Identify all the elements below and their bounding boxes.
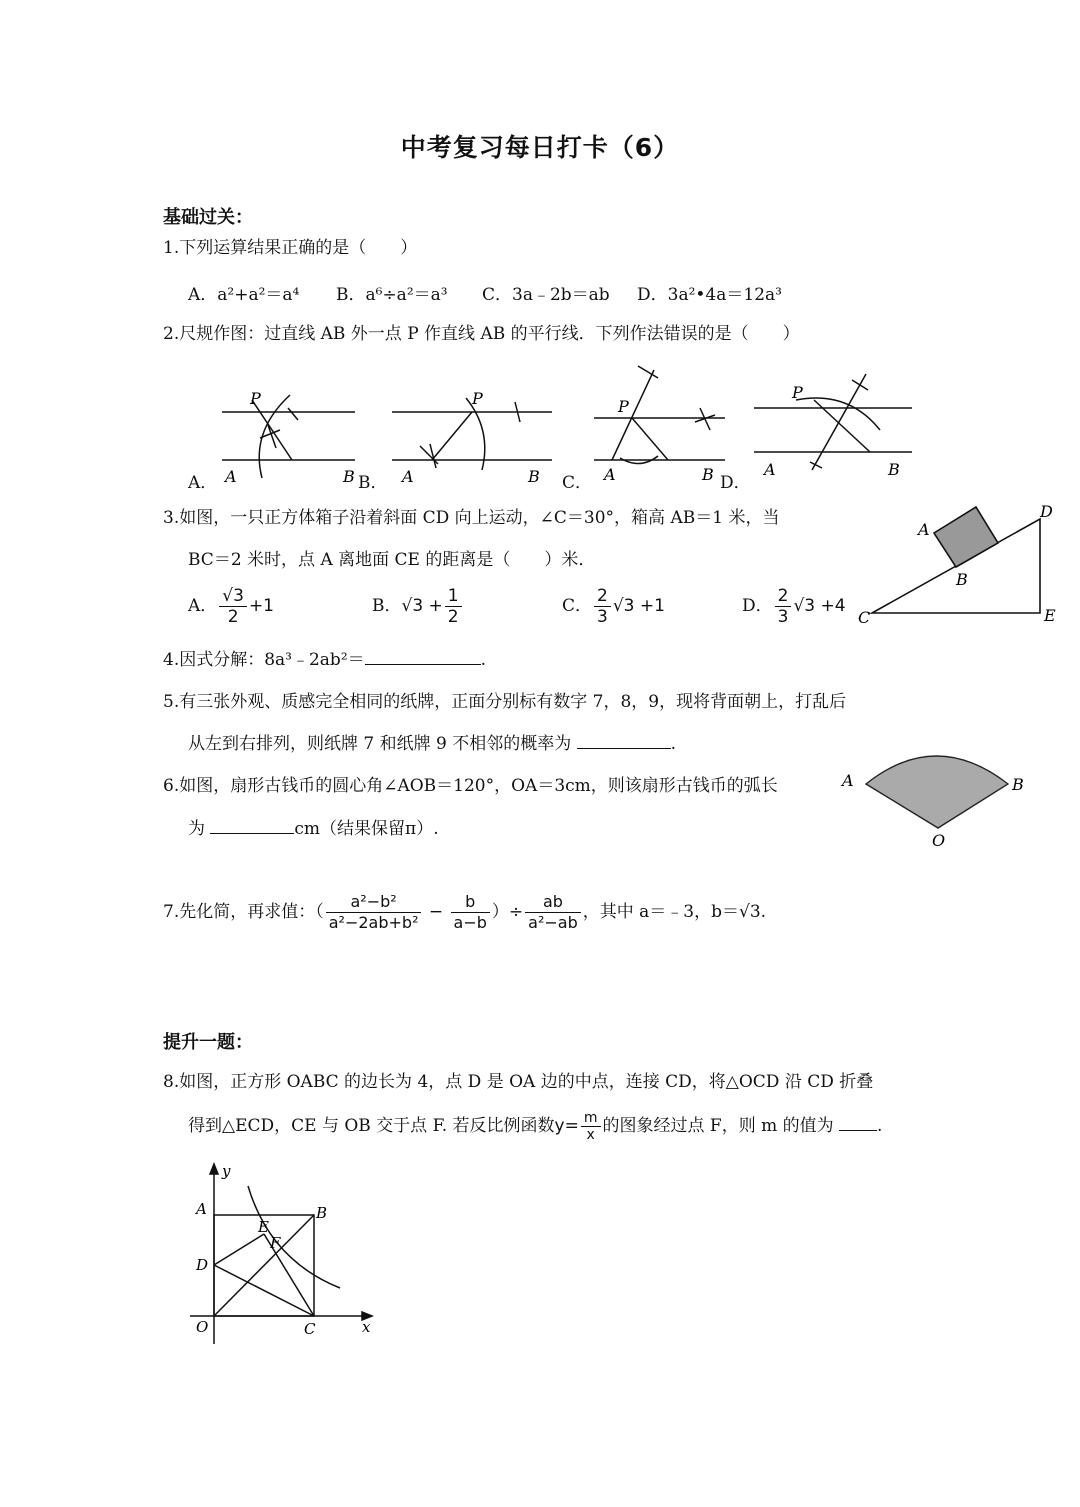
q6-sector-figure xyxy=(836,738,1036,854)
q3-fig-e: E xyxy=(1044,606,1056,625)
q3-box xyxy=(934,507,998,567)
q2-a-label-a: A xyxy=(225,467,237,486)
section-basic: 基础过关： xyxy=(163,207,253,228)
q5-line1: 5.有三张外观、质感完全相同的纸牌，正面分别标有数字 7，8，9，现将背面朝上，打乱后 xyxy=(163,692,847,712)
q8-fig-e: E xyxy=(258,1218,269,1236)
q2-c-label-a: A xyxy=(604,465,616,484)
q2-d-label-b: B xyxy=(888,460,900,479)
q3-fig-a: A xyxy=(918,520,930,539)
q3-slope-figure xyxy=(850,495,1070,635)
q8-fig-d: D xyxy=(196,1256,209,1274)
q2-b-label-a: A xyxy=(402,467,414,486)
q1-option-c: C．3a﹣2b＝ab xyxy=(482,285,610,305)
q1-option-d: D．3a²•4a＝12a³ xyxy=(637,285,782,305)
q3-line2: BC＝2 米时，点 A 离地面 CE 的距离是（ ）米． xyxy=(188,550,596,570)
q2-d-label-p: P xyxy=(792,383,803,402)
q8-fig-x: x xyxy=(362,1318,371,1336)
q2-option-c: C． xyxy=(562,473,593,493)
q2-b-label-p: P xyxy=(472,389,483,408)
q3-fig-b: B xyxy=(956,570,968,589)
q8-line1: 8.如图，正方形 OABC 的边长为 4，点 D 是 OA 边的中点，连接 CD，将△OCD 沿 CD 折叠 xyxy=(163,1072,874,1092)
section-advanced: 提升一题： xyxy=(163,1032,253,1053)
q8-fig-y: y xyxy=(222,1162,231,1180)
q8-line2: 得到△ECD，CE 与 OB 交于点 F. 若反比例函数y= $\frac{m}{x}$ 的图象经过点 F，则 m 的值为 . xyxy=(188,1110,883,1143)
q5-answer-blank xyxy=(577,732,671,749)
q6-sector xyxy=(866,756,1008,828)
q8-fig-f: F xyxy=(270,1234,281,1252)
q2-a-label-p: P xyxy=(250,389,261,408)
page-title: 中考复习每日打卡（6） xyxy=(400,133,680,162)
q3-line1: 3.如图，一只正方体箱子沿着斜面 CD 向上运动，∠C＝30°，箱高 AB＝1 米，当 xyxy=(163,508,780,528)
q1-option-a: A．a²+a²＝a⁴ xyxy=(188,285,300,305)
q2-stem: 2.尺规作图：过直线 AB 外一点 P 作直线 AB 的平行线．下列作法错误的是（ ） xyxy=(163,324,800,344)
q3-option-c: C． $\frac{2}{3}$ √3 +1 xyxy=(562,586,665,627)
q6-fig-b: B xyxy=(1012,775,1024,794)
q8-fig-a: A xyxy=(196,1200,207,1218)
q2-d-label-a: A xyxy=(764,460,776,479)
q3-option-d: D． $\frac{2}{3}$ √3 +4 xyxy=(742,586,846,627)
q2-c-label-p: P xyxy=(618,397,629,416)
q2-figure-d xyxy=(754,374,912,470)
q8-fig-c: C xyxy=(304,1320,316,1338)
q6-fig-a: A xyxy=(842,771,854,790)
q8-fig-b: B xyxy=(316,1204,328,1222)
q7-expression: 7.先化简，再求值：（ $\frac{\text{a²−b²}}{\text{a²−2ab+b²}}$ − $\frac{b}{a-b}$ ）÷ $\frac{ab}{\text{a²−ab}}$ ，其中 a＝﹣3，b＝√3. xyxy=(163,892,767,932)
q8-coordinate-figure xyxy=(180,1160,390,1350)
q3-option-b: B．√3 + $\frac{1}{2}$ xyxy=(372,586,464,627)
q6-fig-o: O xyxy=(932,831,946,850)
q6-line1: 6.如图，扇形古钱币的圆心角∠AOB＝120°，OA＝3cm，则该扇形古钱币的弧长 xyxy=(163,776,778,796)
q2-option-d: D． xyxy=(720,473,751,493)
q2-figure-c xyxy=(594,366,725,464)
q1-stem: 1.下列运算结果正确的是（ ） xyxy=(163,238,418,258)
q4-answer-blank xyxy=(365,648,481,665)
q1-option-b: B．a⁶÷a²＝a³ xyxy=(336,285,448,305)
q8-fig-o: O xyxy=(196,1318,209,1336)
q4-stem: 4.因式分解：8a³﹣2ab²＝ . xyxy=(163,650,487,670)
q8-answer-blank xyxy=(839,1114,877,1131)
q3-fig-c: C xyxy=(858,608,871,627)
q2-figure-b xyxy=(392,398,552,470)
q2-construction-figures xyxy=(180,360,930,490)
q3-fig-d: D xyxy=(1040,502,1053,521)
q2-c-label-b: B xyxy=(702,465,714,484)
q3-option-a: A． $\frac{√3}{2}$ +1 xyxy=(188,586,274,627)
q2-a-label-b: B xyxy=(343,467,355,486)
q2-option-a: A． xyxy=(188,473,218,493)
q2-b-label-b: B xyxy=(528,467,540,486)
q2-figure-a xyxy=(222,395,355,478)
q6-line2: 为 cm（结果保留π）. xyxy=(188,819,439,839)
q5-line2: 从左到右排列，则纸牌 7 和纸牌 9 不相邻的概率为 . xyxy=(188,734,677,754)
q6-answer-blank xyxy=(210,817,294,834)
q2-option-b: B． xyxy=(358,473,388,493)
